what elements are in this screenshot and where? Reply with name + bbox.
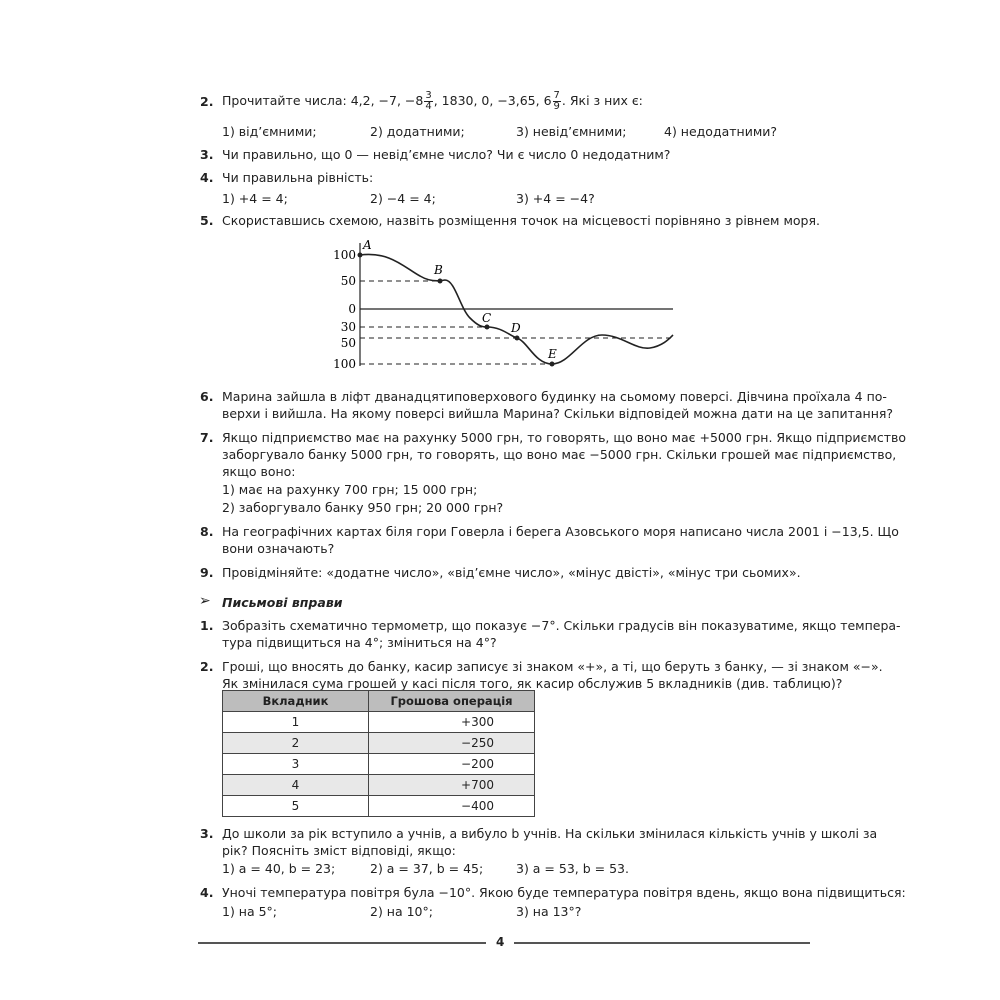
q7-line: Якщо підприємство має на рахунку 5000 грн, то говорять, що воно має +5000 грн. Якщо підприємство xyxy=(222,430,906,445)
q9-text: Провідміняйте: «додатне число», «від’ємне число», «мінус двісті», «мінус три сьомих». xyxy=(222,565,801,580)
q6-line: Марина зайшла в ліфт дванадцятиповерхового будинку на сьомому поверсі. Дівчина проїхала 4 по- xyxy=(222,389,887,404)
q2-mid: , 1830, 0, −3,65, 6 xyxy=(433,93,552,108)
point-e-label: E xyxy=(548,347,557,361)
point-c-dot xyxy=(485,325,490,330)
w2-line: Як змінилася сума грошей у касі після того, як касир обслужив 5 вкладників (див. таблицю)? xyxy=(222,676,843,691)
q4-option: 3) +4 = −4? xyxy=(516,191,595,206)
table-header: Грошова операція xyxy=(369,691,535,712)
y-label: 0 xyxy=(348,302,356,316)
table-row xyxy=(223,712,535,733)
fraction-3-4: $\frac{3}{4}$ xyxy=(425,90,432,112)
w3-line: рік? Поясніть зміст відповіді, якщо: xyxy=(222,843,456,858)
q2-option: 2) додатними; xyxy=(370,124,465,139)
table-row xyxy=(223,775,535,796)
table-cell: −400 xyxy=(369,796,535,817)
q4-number: 4. xyxy=(200,170,214,185)
q2-tail: . Які з них є: xyxy=(561,93,643,108)
q4-option: 2) −4 = 4; xyxy=(370,191,436,206)
q2-option: 4) недодатними? xyxy=(664,124,778,139)
q4-option: 1) +4 = 4; xyxy=(222,191,288,206)
point-d-label: D xyxy=(511,321,521,335)
q8-line: На географічних картах біля гори Говерла і берега Азовського моря написано числа 2001 і −13,5. Що xyxy=(222,524,899,539)
y-label: 50 xyxy=(340,336,356,350)
q2-text xyxy=(222,87,643,115)
q2-number: 2. xyxy=(200,94,214,109)
w2-number: 2. xyxy=(200,659,214,674)
table-cell: +700 xyxy=(369,775,535,796)
table-row xyxy=(223,754,535,775)
w4-option: 1) на 5°; xyxy=(222,904,278,919)
q2-option: 1) від’ємними; xyxy=(222,124,317,139)
table-row xyxy=(223,796,535,817)
section-title: Письмові вправи xyxy=(222,595,343,610)
q4-text: Чи правильна рівність: xyxy=(222,170,374,185)
table-header-row xyxy=(223,691,535,712)
q2-option: 3) невід’ємними; xyxy=(516,124,627,139)
w4-text: Уночі температура повітря була −10°. Якою буде температура повітря вдень, якщо вона підвищиться: xyxy=(222,885,906,900)
table-cell: 2 xyxy=(223,733,369,754)
table-row xyxy=(223,733,535,754)
table-header: Вкладник xyxy=(223,691,369,712)
q6-line: верхи і вийшла. На якому поверсі вийшла Марина? Скільки відповідей можна дати на це запитання? xyxy=(222,406,894,421)
q8-line: вони означають? xyxy=(222,541,335,556)
table-cell: 3 xyxy=(223,754,369,775)
deposit-table xyxy=(222,690,535,817)
q8-number: 8. xyxy=(200,524,214,539)
w1-line: тура підвищиться на 4°; зміниться на 4°? xyxy=(222,635,497,650)
table-cell: 1 xyxy=(223,712,369,733)
w3-option: 2) a = 37, b = 45; xyxy=(370,861,484,876)
point-b-dot xyxy=(438,279,443,284)
q7-number: 7. xyxy=(200,430,214,445)
point-c-label: C xyxy=(482,311,492,325)
point-e-dot xyxy=(550,362,555,367)
point-d-dot xyxy=(515,336,520,341)
y-label: 30 xyxy=(340,320,356,334)
w4-option: 2) на 10°; xyxy=(370,904,433,919)
table-cell: +300 xyxy=(369,712,535,733)
y-label: 100 xyxy=(333,357,356,371)
q3-number: 3. xyxy=(200,147,214,162)
point-b-label: B xyxy=(434,263,443,277)
w2-line: Гроші, що вносять до банку, касир записує зі знаком «+», а ті, що беруть з банку, — зі знаком «−». xyxy=(222,659,883,674)
point-a-dot xyxy=(358,253,363,258)
w4-number: 4. xyxy=(200,885,214,900)
w4-option: 3) на 13°? xyxy=(516,904,582,919)
q7-option: 2) заборгувало банку 950 грн; 20 000 грн? xyxy=(222,500,504,515)
q3-text: Чи правильно, що 0 — невід’ємне число? Чи є число 0 недодатним? xyxy=(222,147,671,162)
q7-line: якщо воно: xyxy=(222,464,296,479)
table-cell: −200 xyxy=(369,754,535,775)
w3-number: 3. xyxy=(200,826,214,841)
w1-line: Зобразіть схематично термометр, що показує −7°. Скільки градусів він показуватиме, якщо темпера- xyxy=(222,618,901,633)
q7-line: заборгувало банку 5000 грн, то говорять, що воно має −5000 грн. Скільки грошей має підприємство, xyxy=(222,447,897,462)
w3-option: 3) a = 53, b = 53. xyxy=(516,861,629,876)
w3-option: 1) a = 40, b = 23; xyxy=(222,861,336,876)
table-cell: −250 xyxy=(369,733,535,754)
y-label: 50 xyxy=(340,274,356,288)
q7-option: 1) має на рахунку 700 грн; 15 000 грн; xyxy=(222,482,478,497)
sea-level-diagram xyxy=(330,238,680,373)
fraction-7-9: $\frac{7}{9}$ xyxy=(553,90,560,112)
q6-number: 6. xyxy=(200,389,214,404)
q5-text: Скориставшись схемою, назвіть розміщення точок на місцевості порівняно з рівнем моря. xyxy=(222,213,820,228)
footer-divider xyxy=(198,942,486,944)
q9-number: 9. xyxy=(200,565,214,580)
section-arrow-icon: ➢ xyxy=(199,593,211,609)
w3-line: До школи за рік вступило a учнів, а вибуло b учнів. На скільки змінилася кількість учнів у школі за xyxy=(222,826,878,841)
page-number: 4 xyxy=(496,935,505,949)
footer-divider xyxy=(514,942,810,944)
point-a-label: A xyxy=(363,238,372,252)
table-cell: 4 xyxy=(223,775,369,796)
q2-lead: Прочитайте числа: 4,2, −7, −8 xyxy=(222,93,424,108)
w1-number: 1. xyxy=(200,618,214,633)
q5-number: 5. xyxy=(200,213,214,228)
table-cell: 5 xyxy=(223,796,369,817)
y-label: 100 xyxy=(333,248,356,262)
